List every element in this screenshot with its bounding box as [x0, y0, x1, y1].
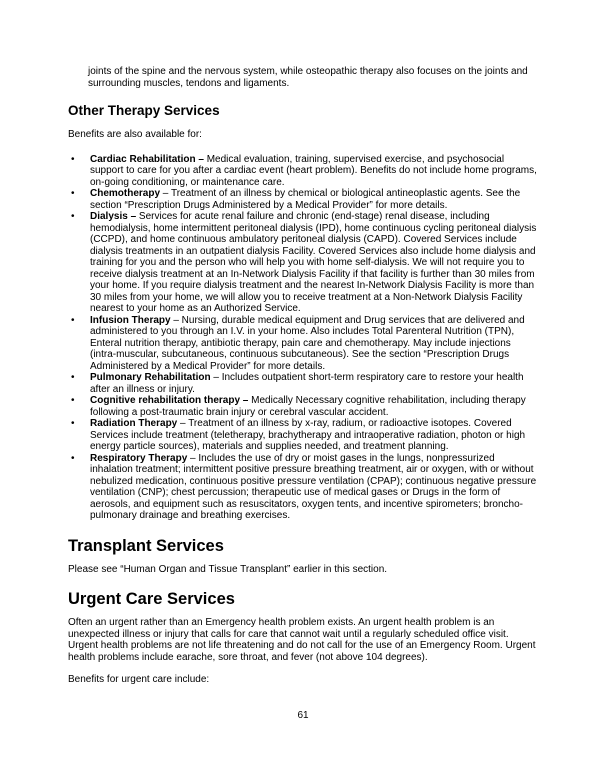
- transplant-body: Please see “Human Organ and Tissue Transplant” earlier in this section.: [68, 563, 388, 575]
- bullet-term: Chemotherapy: [90, 188, 161, 199]
- list-item-dialysis: [68, 211, 538, 315]
- list-item-cognitive-rehabilitation: [68, 395, 538, 418]
- other-therapy-lead: Benefits are also available for:: [68, 129, 202, 140]
- continuation-paragraph: joints of the spine and the nervous system, while osteopathic therapy also focuses on the joints and surrounding muscles, tendons and ligaments.: [88, 66, 528, 89]
- bullet-icon: •: [71, 153, 75, 165]
- bullet-text: Medically Necessary cognitive rehabilitation, including therapy following a post-traumatic brain injury or cerebral vascular accident.: [90, 395, 526, 418]
- urgent-care-body: Often an urgent rather than an Emergency health problem exists. An urgent health problem is an unexpected illness or injury that calls for care that cannot wait until a regularly scheduled office visit. Urgent health problems are not life threatening and do not call for the use of an Emergency Room. Urgent health problems include earache, sore throat, and fever (not above 104 degrees).: [68, 617, 536, 663]
- bullet-term: Radiation Therapy: [90, 418, 178, 429]
- bullet-text: – Nursing, durable medical equipment and Drug services that are delivered and administered to you through an I.V. in your home. Also includes Total Parenteral Nutrition (TPN), Enteral nutrition therapy, antibiotic therapy, pain care and chemotherapy. May include injections (intra-muscular, subcutaneous, continuous subcutaneous). See the section “Prescription Drugs Administered by a Medical Provider” for more details.: [90, 314, 525, 372]
- list-item-infusion-therapy: [68, 315, 538, 373]
- bullet-term: Cognitive rehabilitation therapy –: [90, 395, 249, 406]
- bullet-icon: •: [71, 314, 75, 326]
- bullet-icon: •: [71, 452, 75, 464]
- heading-urgent-care-services: Urgent Care Services: [68, 590, 235, 608]
- heading-transplant-services: Transplant Services: [68, 536, 224, 555]
- bullet-term: Infusion Therapy: [90, 314, 171, 326]
- list-item-respiratory-therapy: [68, 453, 538, 522]
- urgent-care-benefits-lead: Benefits for urgent care include:: [68, 674, 210, 685]
- bullet-text: Services for acute renal failure and chronic (end-stage) renal disease, including hemodialysis, home intermittent peritoneal dialysis (IPD), home continuous cycling peritoneal dialysis (CCPD), and home continuous ambulatory peritoneal dialysis (CAPD). Covered Services include dialysis treatments in an outpatient dialysis Facility. Covered Services also include home dialysis and training for you and the person who will help you with home self-dialysis. We will not require you to receive dialysis treatment at an In-Network Dialysis Facility if that facility is further than 30 miles from your home. If you require dialysis treatment and the nearest In-Network Dialysis Facility is more than 30 miles from your home, we will allow you to receive treatment at a Non-Network Dialysis Facility nearest to your home as an Authorized Service.: [90, 211, 537, 314]
- list-item-cardiac-rehabilitation: [68, 154, 538, 189]
- bullet-text: – Includes the use of dry or moist gases in the lungs, nonpressurized inhalation treatment; intermittent positive pressure breathing treatment, air or oxygen, with or without nebulized medication, continuous positive pressure ventilation (CPAP); continuous negative pressure ventilation (CNP); chest percussion; therapeutic use of medical gases or Drugs in the form of aerosols, and equipment such as resuscitators, oxygen tents, and incentive spirometers; broncho-pulmonary drainage and breathing exercises.: [90, 452, 537, 521]
- list-item-radiation-therapy: [68, 418, 538, 453]
- heading-other-therapy-services: Other Therapy Services: [68, 103, 220, 118]
- page-number: 61: [297, 709, 309, 721]
- bullet-icon: •: [71, 188, 75, 199]
- list-item-pulmonary-rehabilitation: [68, 372, 538, 395]
- bullet-text: – Treatment of an illness by x-ray, radium, or radioactive isotopes. Covered Services include treatment (teletherapy, brachytherapy and intraoperative radiation, photon or high energy particle sources), materials and supplies needed, and treatment planning.: [90, 418, 526, 452]
- bullet-icon: •: [71, 372, 75, 383]
- bullet-text: – Treatment of an illness by chemical or biological antineoplastic agents. See the section “Prescription Drugs Administered by a Medical Provider” for more details.: [90, 188, 521, 211]
- bullet-text: – Includes outpatient short-term respiratory care to restore your health after an illness or injury.: [90, 372, 524, 395]
- bullet-icon: •: [71, 418, 75, 429]
- bullet-icon: •: [71, 211, 75, 222]
- bullet-term: Respiratory Therapy: [90, 452, 188, 464]
- bullet-text: Medical evaluation, training, supervised exercise, and psychosocial support to care for you after a cardiac event (heart problem). Benefits do not include home programs, on-going conditioning, or maintenance care.: [90, 153, 537, 188]
- bullet-term: Cardiac Rehabilitation –: [90, 153, 204, 165]
- list-item-chemotherapy: [68, 188, 538, 211]
- bullet-term: Pulmonary Rehabilitation: [90, 372, 211, 383]
- bullet-term: Dialysis –: [90, 211, 137, 222]
- bullet-icon: •: [71, 395, 75, 406]
- therapy-benefit-list: [68, 154, 538, 522]
